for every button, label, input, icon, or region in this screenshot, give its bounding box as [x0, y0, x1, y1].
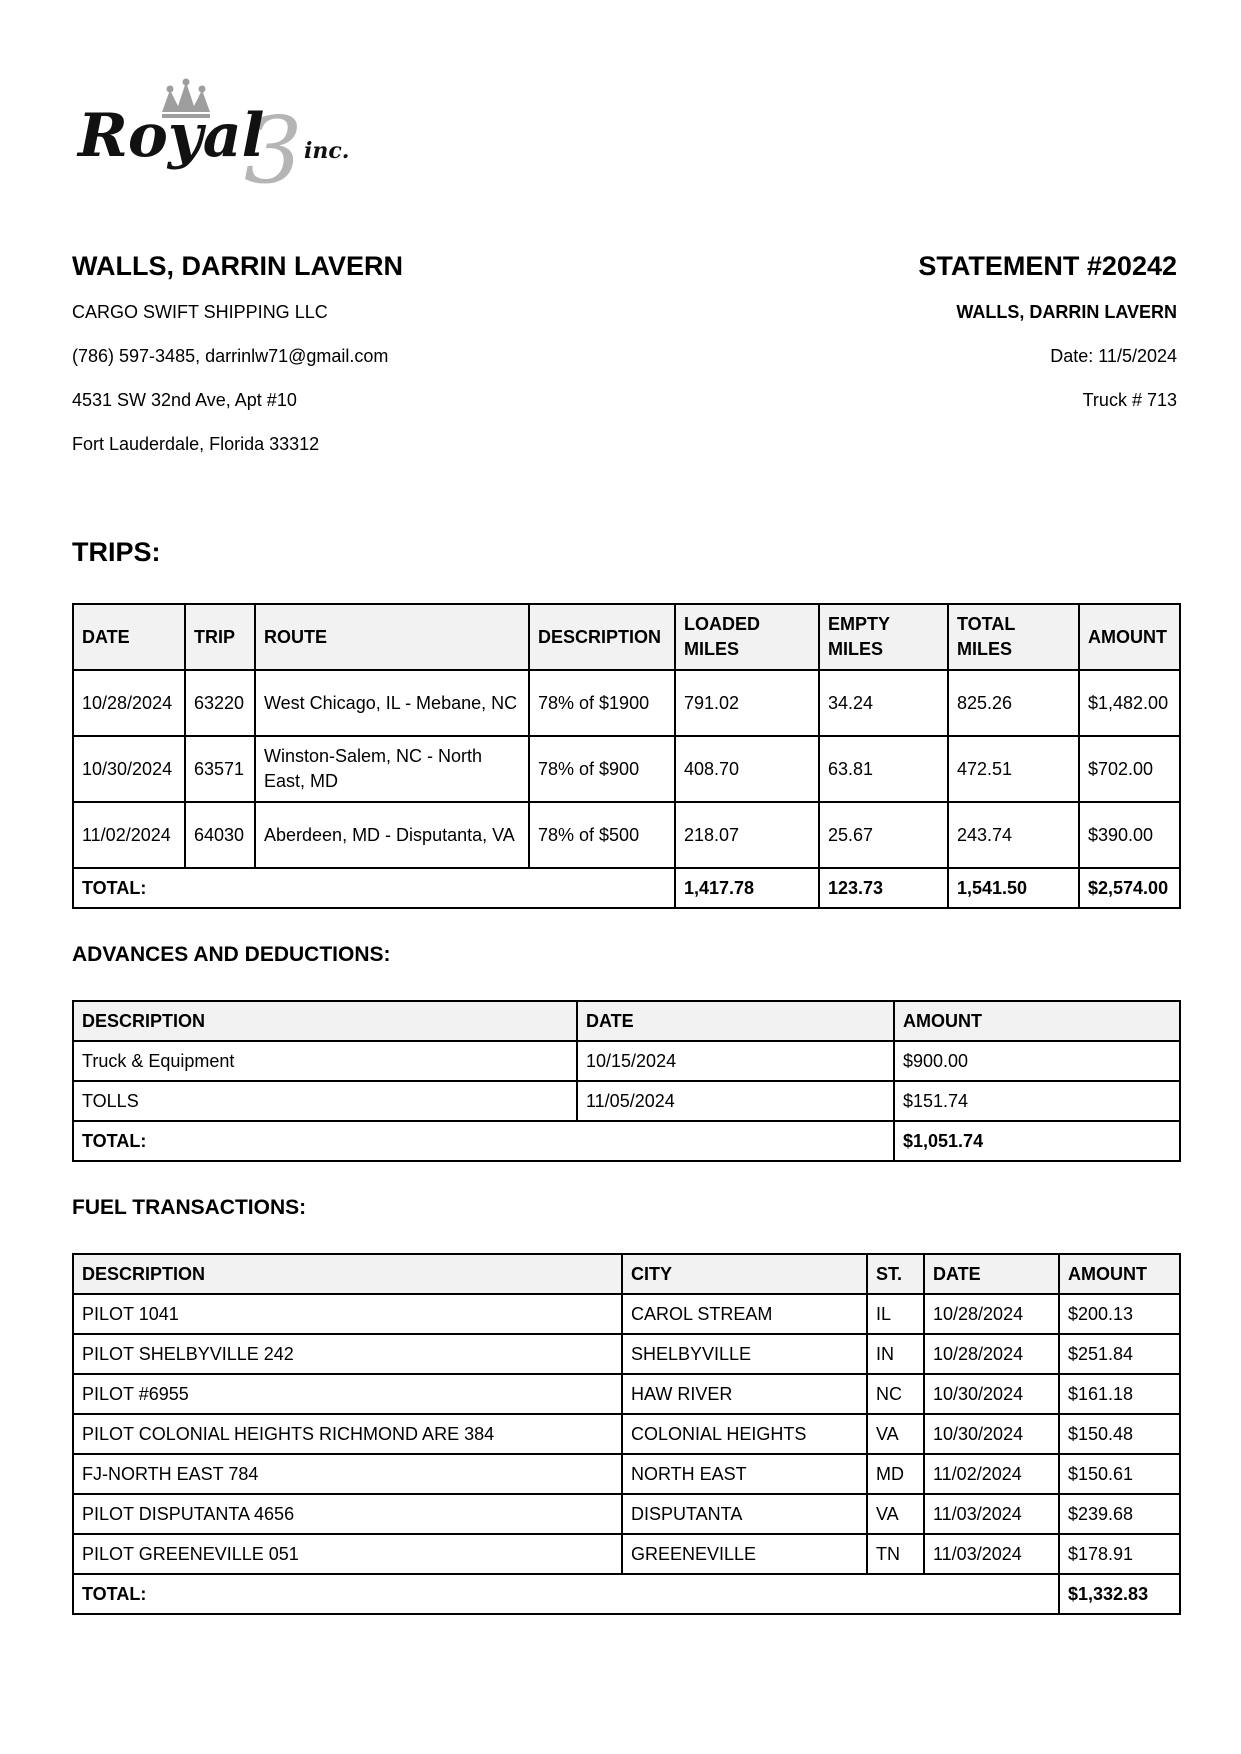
logo-brand: Royal — [78, 101, 265, 171]
advances-total-label: TOTAL: — [73, 1121, 894, 1161]
driver-address-line1: 4531 SW 32nd Ave, Apt #10 — [72, 390, 297, 410]
trips-header-route: ROUTE — [255, 604, 529, 670]
driver-company: CARGO SWIFT SHIPPING LLC — [72, 302, 328, 322]
table-row — [73, 802, 1180, 868]
fuel-header-state: ST. — [867, 1254, 924, 1294]
trip-date: 10/28/2024 — [73, 670, 185, 736]
trip-number: 63571 — [185, 736, 255, 802]
fuel-description: PILOT 1041 — [73, 1294, 622, 1334]
trips-total-label: TOTAL: — [73, 868, 675, 908]
fuel-date: 10/30/2024 — [924, 1374, 1059, 1414]
advances-header-amount: AMOUNT — [894, 1001, 1180, 1041]
table-row — [73, 1534, 1180, 1574]
fuel-city: GREENEVILLE — [622, 1534, 867, 1574]
fuel-header-city: CITY — [622, 1254, 867, 1294]
logo-suffix: inc. — [304, 138, 350, 164]
trip-route: West Chicago, IL - Mebane, NC — [255, 670, 529, 736]
advances-header-date: DATE — [577, 1001, 894, 1041]
fuel-date: 10/30/2024 — [924, 1414, 1059, 1454]
fuel-amount: $178.91 — [1059, 1534, 1180, 1574]
trip-description: 78% of $500 — [529, 802, 675, 868]
table-row — [73, 1494, 1180, 1534]
fuel-state: TN — [867, 1534, 924, 1574]
advance-description: TOLLS — [73, 1081, 577, 1121]
trip-amount: $702.00 — [1079, 736, 1180, 802]
fuel-table — [72, 1253, 1181, 1615]
table-row — [73, 1454, 1180, 1494]
advance-date: 11/05/2024 — [577, 1081, 894, 1121]
trip-number: 64030 — [185, 802, 255, 868]
trip-amount: $390.00 — [1079, 802, 1180, 868]
advances-header-description: DESCRIPTION — [73, 1001, 577, 1041]
trips-title: TRIPS: — [72, 537, 161, 567]
advance-date: 10/15/2024 — [577, 1041, 894, 1081]
trip-date: 10/30/2024 — [73, 736, 185, 802]
fuel-state: IL — [867, 1294, 924, 1334]
table-row — [73, 1041, 1180, 1081]
fuel-city: DISPUTANTA — [622, 1494, 867, 1534]
fuel-state: MD — [867, 1454, 924, 1494]
trips-table — [72, 603, 1181, 909]
table-row — [73, 1334, 1180, 1374]
fuel-state: NC — [867, 1374, 924, 1414]
advances-header-row — [73, 1001, 1180, 1041]
fuel-city: COLONIAL HEIGHTS — [622, 1414, 867, 1454]
statement-date: Date: 11/5/2024 — [1050, 346, 1177, 366]
fuel-city: HAW RIVER — [622, 1374, 867, 1414]
trips-header-loaded-miles: LOADED MILES — [675, 604, 819, 670]
fuel-description: PILOT #6955 — [73, 1374, 622, 1414]
statement-info — [677, 250, 1177, 433]
fuel-total-amount: $1,332.83 — [1059, 1574, 1180, 1614]
trips-header-total-miles: TOTAL MILES — [948, 604, 1079, 670]
trip-route: Winston-Salem, NC - North East, MD — [255, 736, 529, 802]
table-row — [73, 670, 1180, 736]
fuel-state: VA — [867, 1414, 924, 1454]
fuel-amount: $200.13 — [1059, 1294, 1180, 1334]
driver-name: WALLS, DARRIN LAVERN — [72, 251, 403, 281]
trip-loaded-miles: 408.70 — [675, 736, 819, 802]
fuel-header-amount: AMOUNT — [1059, 1254, 1180, 1294]
table-row — [73, 736, 1180, 802]
fuel-amount: $150.48 — [1059, 1414, 1180, 1454]
fuel-description: PILOT DISPUTANTA 4656 — [73, 1494, 622, 1534]
royal3-logo — [72, 78, 392, 190]
fuel-date: 10/28/2024 — [924, 1334, 1059, 1374]
fuel-total-label: TOTAL: — [73, 1574, 1059, 1614]
trips-header-trip: TRIP — [185, 604, 255, 670]
trips-total-row — [73, 868, 1180, 908]
fuel-state: VA — [867, 1494, 924, 1534]
logo-numeral: 3 — [244, 97, 303, 190]
fuel-date: 11/03/2024 — [924, 1494, 1059, 1534]
trips-total-amount: $2,574.00 — [1079, 868, 1180, 908]
fuel-date: 11/03/2024 — [924, 1534, 1059, 1574]
trip-route: Aberdeen, MD - Disputanta, VA — [255, 802, 529, 868]
trips-header-date: DATE — [73, 604, 185, 670]
trips-header-empty-miles: EMPTY MILES — [819, 604, 948, 670]
driver-contact: (786) 597-3485, darrinlw71@gmail.com — [72, 346, 389, 366]
statement-truck: Truck # 713 — [1082, 390, 1177, 410]
advances-total-row — [73, 1121, 1180, 1161]
fuel-amount: $150.61 — [1059, 1454, 1180, 1494]
driver-address-line2: Fort Lauderdale, Florida 33312 — [72, 434, 320, 454]
fuel-city: NORTH EAST — [622, 1454, 867, 1494]
statement-title: STATEMENT #20242 — [918, 251, 1177, 281]
trip-description: 78% of $1900 — [529, 670, 675, 736]
trips-header-description: DESCRIPTION — [529, 604, 675, 670]
advances-title: ADVANCES AND DEDUCTIONS: — [72, 943, 391, 966]
fuel-description: PILOT COLONIAL HEIGHTS RICHMOND ARE 384 — [73, 1414, 622, 1454]
trip-empty-miles: 63.81 — [819, 736, 948, 802]
fuel-title: FUEL TRANSACTIONS: — [72, 1196, 307, 1219]
fuel-header-description: DESCRIPTION — [73, 1254, 622, 1294]
trip-total-miles: 825.26 — [948, 670, 1079, 736]
trip-description: 78% of $900 — [529, 736, 675, 802]
fuel-amount: $251.84 — [1059, 1334, 1180, 1374]
driver-info — [72, 250, 672, 477]
fuel-header-date: DATE — [924, 1254, 1059, 1294]
trips-total-loaded: 1,417.78 — [675, 868, 819, 908]
trip-empty-miles: 25.67 — [819, 802, 948, 868]
fuel-description: FJ-NORTH EAST 784 — [73, 1454, 622, 1494]
fuel-total-row — [73, 1574, 1180, 1614]
fuel-state: IN — [867, 1334, 924, 1374]
trip-date: 11/02/2024 — [73, 802, 185, 868]
advance-amount: $151.74 — [894, 1081, 1180, 1121]
fuel-amount: $239.68 — [1059, 1494, 1180, 1534]
advance-description: Truck & Equipment — [73, 1041, 577, 1081]
table-row — [73, 1081, 1180, 1121]
trip-amount: $1,482.00 — [1079, 670, 1180, 736]
table-row — [73, 1414, 1180, 1454]
fuel-date: 10/28/2024 — [924, 1294, 1059, 1334]
statement-driver-name: WALLS, DARRIN LAVERN — [956, 302, 1177, 322]
trips-header-amount: AMOUNT — [1079, 604, 1180, 670]
fuel-description: PILOT SHELBYVILLE 242 — [73, 1334, 622, 1374]
trip-number: 63220 — [185, 670, 255, 736]
trip-total-miles: 472.51 — [948, 736, 1079, 802]
trips-header-row — [73, 604, 1180, 670]
fuel-amount: $161.18 — [1059, 1374, 1180, 1414]
table-row — [73, 1374, 1180, 1414]
fuel-header-row — [73, 1254, 1180, 1294]
fuel-date: 11/02/2024 — [924, 1454, 1059, 1494]
trips-total-miles: 1,541.50 — [948, 868, 1079, 908]
trip-empty-miles: 34.24 — [819, 670, 948, 736]
trip-loaded-miles: 791.02 — [675, 670, 819, 736]
advances-table — [72, 1000, 1181, 1162]
fuel-city: CAROL STREAM — [622, 1294, 867, 1334]
fuel-description: PILOT GREENEVILLE 051 — [73, 1534, 622, 1574]
table-row — [73, 1294, 1180, 1334]
trips-total-empty: 123.73 — [819, 868, 948, 908]
trip-loaded-miles: 218.07 — [675, 802, 819, 868]
advances-total-amount: $1,051.74 — [894, 1121, 1180, 1161]
trip-total-miles: 243.74 — [948, 802, 1079, 868]
advance-amount: $900.00 — [894, 1041, 1180, 1081]
fuel-city: SHELBYVILLE — [622, 1334, 867, 1374]
